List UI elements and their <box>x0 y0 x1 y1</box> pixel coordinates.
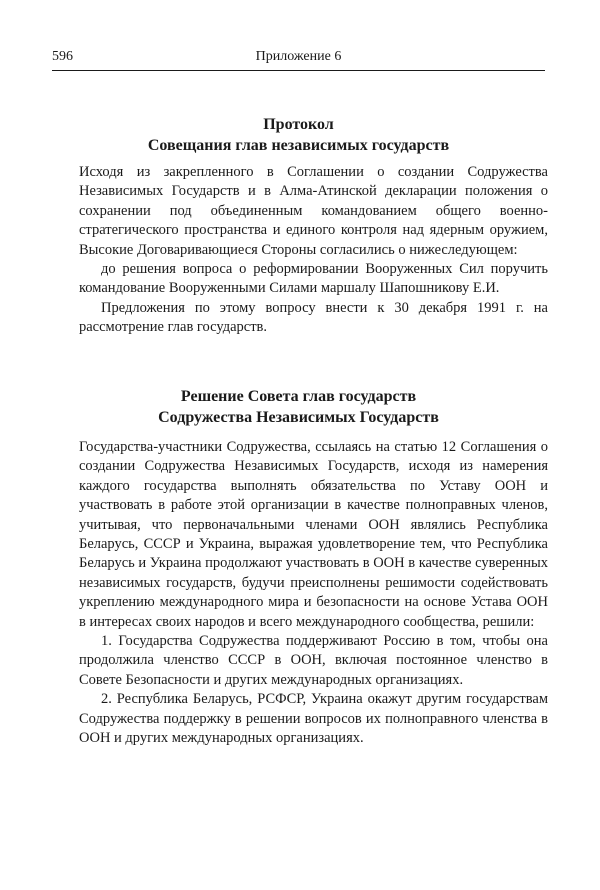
running-head <box>52 48 545 71</box>
decision-paragraph: Государства-участники Содружества, ссылаясь на статью 12 Соглашения о создании Содружества Независимых Государств, исходя из намерения каждого государства выполнять обязательства по Уставу ООН и участвовать в работе этой организации в качестве полноправных членов, учитывая, что первоначальными членами ООН являлись Республика Беларусь, СССР и Украина, выражая удовлетворение тем, что Республика Беларусь и Украина продолжают участвовать в ООН в качестве суверенных независимых государств, будучи преисполнены решимости содействовать укреплению международного мира и безопасности на основе Устава ООН в интересах своих народов и всего международного сообщества, решили: <box>79 439 548 630</box>
protocol-heading <box>52 114 545 156</box>
decision-title: Решение Совета глав государств <box>180 388 417 405</box>
protocol-title: Протокол <box>263 116 334 133</box>
decision-body <box>79 438 548 749</box>
protocol-paragraph: до решения вопроса о реформировании Вооруженных Сил поручить командование Вооруженными Силами маршалу Шапошникову Е.И. <box>79 261 548 297</box>
decision-paragraph: 2. Республика Беларусь, РСФСР, Украина окажут другим государствам Содружества поддержку в решении вопросов их полноправного членства в ООН и других международных организациях. <box>79 691 548 747</box>
protocol-subtitle: Совещания глав независимых государств <box>147 137 450 154</box>
protocol-body <box>79 163 548 338</box>
decision-paragraph: 1. Государства Содружества поддерживают Россию в том, чтобы она продолжила членство СССР в ООН, включая постоянное членство в Совете Безопасности и других международных организациях. <box>79 633 548 688</box>
decision-heading <box>52 386 545 428</box>
section-header: Приложение 6 <box>255 49 342 64</box>
protocol-paragraph: Исходя из закрепленного в Соглашении о создании Содружества Независимых Государств и в Алма-Атинской декларации положения о сохранении под объединенным командованием общего военно-стратегического пространства и единого контроля над ядерным оружием, Высокие Договаривающиеся Стороны согласились о нижеследующем: <box>79 164 548 258</box>
protocol-paragraph: Предложения по этому вопросу внести к 30 декабря 1991 г. на рассмотрение глав государств. <box>79 299 548 336</box>
decision-subtitle: Содружества Независимых Государств <box>158 409 439 426</box>
page-number: 596 <box>52 49 73 64</box>
